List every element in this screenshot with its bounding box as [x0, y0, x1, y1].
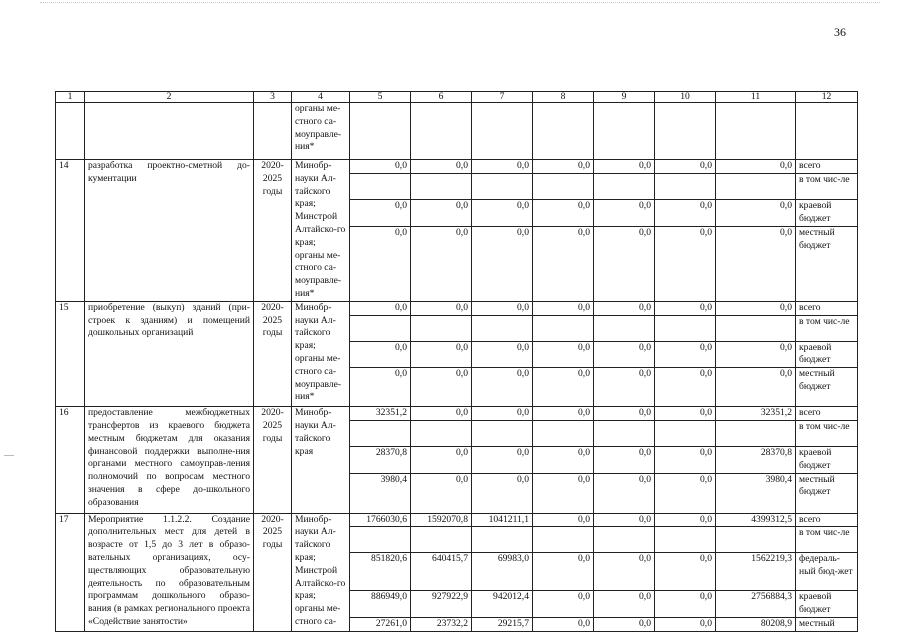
amount-cell	[411, 527, 472, 553]
amount-cell	[533, 527, 594, 553]
amount-cell	[655, 315, 716, 341]
amount-cell	[350, 315, 411, 341]
activity-executor: Минобр-науки Ал-тайского края; Минстрой Алтайско-го края; органы ме-стного са-моуправле-ния*	[292, 160, 350, 302]
amount-cell: 0,0	[472, 341, 533, 368]
amount-cell: 0,0	[411, 227, 472, 302]
amount-cell: 0,0	[716, 200, 796, 227]
amount-cell: 28370,8	[716, 446, 796, 473]
amount-cell: 0,0	[472, 301, 533, 315]
amount-cell: 0,0	[411, 407, 472, 421]
amount-cell: 0,0	[411, 473, 472, 513]
amount-cell: 69983,0	[472, 553, 533, 591]
empty-cell	[411, 103, 472, 160]
amount-cell: 886949,0	[350, 591, 411, 618]
funding-source: в том чис-ле	[796, 527, 858, 553]
amount-cell	[533, 173, 594, 199]
amount-cell: 23732,2	[411, 617, 472, 631]
empty-cell	[655, 103, 716, 160]
amount-cell: 0,0	[533, 301, 594, 315]
amount-cell: 32351,2	[716, 407, 796, 421]
activity-period: 2020-2025 годы	[254, 301, 292, 406]
empty-cell	[472, 103, 533, 160]
continuation-row	[56, 103, 858, 160]
page-number: 36	[834, 25, 846, 39]
funding-source: всего	[796, 407, 858, 421]
amount-cell: 0,0	[472, 160, 533, 174]
activity-row	[56, 301, 858, 315]
amount-cell: 3980,4	[350, 473, 411, 513]
activity-period: 2020-2025 годы	[254, 407, 292, 513]
column-header: 11	[716, 92, 796, 103]
funding-source: в том чис-ле	[796, 173, 858, 199]
amount-cell: 0,0	[472, 446, 533, 473]
amount-cell: 927922,9	[411, 591, 472, 618]
amount-cell	[655, 420, 716, 446]
column-header: 8	[533, 92, 594, 103]
amount-cell	[716, 527, 796, 553]
amount-cell: 29215,7	[472, 617, 533, 631]
funding-source: краевой бюджет	[796, 446, 858, 473]
funding-source: краевой бюджет	[796, 591, 858, 618]
column-header: 12	[796, 92, 858, 103]
amount-cell: 0,0	[655, 617, 716, 631]
amount-cell: 0,0	[533, 160, 594, 174]
amount-cell: 0,0	[533, 227, 594, 302]
empty-cell	[350, 103, 411, 160]
activity-executor: Минобр-науки Ал-тайского края	[292, 407, 350, 513]
activity-row	[56, 513, 858, 527]
activity-name: разработка проектно-сметной до-кументации	[85, 160, 254, 302]
executor-cell: органы ме-стного са-моуправле-ния*	[292, 103, 350, 160]
amount-cell: 1592070,8	[411, 513, 472, 527]
amount-cell: 0,0	[716, 160, 796, 174]
empty-cell	[533, 103, 594, 160]
amount-cell: 0,0	[533, 341, 594, 368]
amount-cell: 0,0	[350, 227, 411, 302]
amount-cell: 1041211,1	[472, 513, 533, 527]
scan-edge-line	[40, 2, 880, 3]
amount-cell	[350, 527, 411, 553]
column-header: 6	[411, 92, 472, 103]
funding-source: всего	[796, 160, 858, 174]
funding-source: всего	[796, 301, 858, 315]
amount-cell	[594, 420, 655, 446]
amount-cell	[594, 315, 655, 341]
amount-cell: 942012,4	[472, 591, 533, 618]
empty-cell	[254, 103, 292, 160]
activity-name: Мероприятие 1.1.2.2. Создание дополнительных мест для детей в возрасте от 1,5 до 3 лет в образо-вательных организациях, осу-ществляющих образовательную деятельность по образовательным программам дошкольного образо-вания (в рамках регионального проекта «Содействие занятости»	[85, 513, 254, 631]
activity-number: 17	[56, 513, 85, 631]
amount-cell: 0,0	[533, 591, 594, 618]
funding-source: местный	[796, 617, 858, 631]
amount-cell	[472, 173, 533, 199]
amount-cell: 0,0	[533, 407, 594, 421]
activity-name: предоставление межбюджетных трансфертов из краевого бюджета местным бюджетам для оказания финансовой поддержки выполне-ния органами местного самоуправ-ления полномочий по вопросам местного значения в сфере до-школьного образования	[85, 407, 254, 513]
amount-cell: 0,0	[594, 617, 655, 631]
activity-executor: Минобр-науки Ал-тайского края; Минстрой Алтайско-го края; органы ме-стного са-	[292, 513, 350, 631]
empty-cell	[85, 103, 254, 160]
amount-cell: 0,0	[411, 446, 472, 473]
column-header: 3	[254, 92, 292, 103]
amount-cell: 1766030,6	[350, 513, 411, 527]
amount-cell: 0,0	[411, 341, 472, 368]
amount-cell	[533, 420, 594, 446]
amount-cell	[533, 315, 594, 341]
amount-cell: 3980,4	[716, 473, 796, 513]
amount-cell: 0,0	[411, 368, 472, 407]
empty-cell	[594, 103, 655, 160]
funding-source: в том чис-ле	[796, 420, 858, 446]
empty-cell	[56, 103, 85, 160]
funding-source: местный бюджет	[796, 473, 858, 513]
funding-source: местный бюджет	[796, 227, 858, 302]
activity-executor: Минобр-науки Ал-тайского края; органы ме-стного са-моуправле-ния*	[292, 301, 350, 406]
column-header: 7	[472, 92, 533, 103]
amount-cell: 0,0	[472, 227, 533, 302]
activity-number: 16	[56, 407, 85, 513]
column-header: 10	[655, 92, 716, 103]
amount-cell: 0,0	[533, 200, 594, 227]
amount-cell: 0,0	[594, 513, 655, 527]
amount-cell: 0,0	[411, 200, 472, 227]
amount-cell: 0,0	[350, 200, 411, 227]
amount-cell: 0,0	[655, 473, 716, 513]
amount-cell: 0,0	[350, 160, 411, 174]
amount-cell	[655, 173, 716, 199]
amount-cell: 0,0	[411, 301, 472, 315]
amount-cell	[350, 173, 411, 199]
amount-cell: 32351,2	[350, 407, 411, 421]
amount-cell	[472, 315, 533, 341]
amount-cell: 0,0	[472, 200, 533, 227]
funding-source: краевой бюджет	[796, 341, 858, 368]
amount-cell: 0,0	[350, 301, 411, 315]
amount-cell: 2756884,3	[716, 591, 796, 618]
amount-cell: 0,0	[594, 200, 655, 227]
activity-period: 2020-2025 годы	[254, 160, 292, 302]
amount-cell: 0,0	[472, 407, 533, 421]
amount-cell	[716, 420, 796, 446]
amount-cell: 0,0	[716, 301, 796, 315]
column-header: 9	[594, 92, 655, 103]
empty-cell	[716, 103, 796, 160]
amount-cell: 0,0	[655, 368, 716, 407]
amount-cell: 0,0	[655, 200, 716, 227]
amount-cell	[411, 420, 472, 446]
amount-cell: 0,0	[350, 341, 411, 368]
column-header: 4	[292, 92, 350, 103]
amount-cell: 80208,9	[716, 617, 796, 631]
amount-cell: 0,0	[716, 368, 796, 407]
amount-cell: 0,0	[533, 473, 594, 513]
amount-cell: 0,0	[533, 617, 594, 631]
amount-cell	[411, 173, 472, 199]
funding-source: всего	[796, 513, 858, 527]
amount-cell: 28370,8	[350, 446, 411, 473]
amount-cell: 0,0	[533, 446, 594, 473]
funding-source: федераль-ный бюд-жет	[796, 553, 858, 591]
amount-cell	[594, 527, 655, 553]
amount-cell: 0,0	[655, 513, 716, 527]
amount-cell	[594, 173, 655, 199]
activity-name: приобретение (выкуп) зданий (при-строек к зданиям) и помещений дошкольных организаций	[85, 301, 254, 406]
program-activities-table	[55, 91, 858, 632]
activity-number: 14	[56, 160, 85, 302]
amount-cell: 0,0	[594, 591, 655, 618]
amount-cell: 0,0	[594, 341, 655, 368]
amount-cell: 0,0	[716, 341, 796, 368]
amount-cell	[716, 315, 796, 341]
column-header-row	[56, 92, 858, 103]
amount-cell: 0,0	[655, 446, 716, 473]
amount-cell	[655, 527, 716, 553]
column-header: 5	[350, 92, 411, 103]
amount-cell: 0,0	[594, 446, 655, 473]
amount-cell: 4399312,5	[716, 513, 796, 527]
table-body	[56, 92, 858, 632]
amount-cell: 0,0	[655, 227, 716, 302]
amount-cell	[472, 527, 533, 553]
amount-cell	[350, 420, 411, 446]
amount-cell: 0,0	[655, 160, 716, 174]
amount-cell: 0,0	[472, 473, 533, 513]
column-header: 1	[56, 92, 85, 103]
amount-cell: 0,0	[533, 553, 594, 591]
amount-cell: 0,0	[655, 301, 716, 315]
activity-row	[56, 160, 858, 174]
amount-cell: 0,0	[472, 368, 533, 407]
column-header: 2	[85, 92, 254, 103]
amount-cell: 0,0	[655, 553, 716, 591]
amount-cell: 0,0	[594, 368, 655, 407]
funding-source: местный бюджет	[796, 368, 858, 407]
amount-cell: 0,0	[594, 553, 655, 591]
funding-source: в том чис-ле	[796, 315, 858, 341]
amount-cell	[472, 420, 533, 446]
amount-cell: 0,0	[594, 473, 655, 513]
amount-cell: 0,0	[350, 368, 411, 407]
amount-cell: 0,0	[411, 160, 472, 174]
amount-cell: 0,0	[716, 227, 796, 302]
amount-cell: 0,0	[594, 160, 655, 174]
amount-cell: 1562219,3	[716, 553, 796, 591]
amount-cell: 0,0	[533, 368, 594, 407]
funding-source: краевой бюджет	[796, 200, 858, 227]
amount-cell: 0,0	[655, 591, 716, 618]
amount-cell: 27261,0	[350, 617, 411, 631]
amount-cell: 0,0	[594, 301, 655, 315]
amount-cell: 851820,6	[350, 553, 411, 591]
amount-cell	[716, 173, 796, 199]
margin-mark	[4, 455, 14, 456]
amount-cell: 0,0	[655, 407, 716, 421]
activity-row	[56, 407, 858, 421]
amount-cell: 0,0	[655, 341, 716, 368]
empty-cell	[796, 103, 858, 160]
activity-period: 2020-2025 годы	[254, 513, 292, 631]
amount-cell: 0,0	[594, 407, 655, 421]
activity-number: 15	[56, 301, 85, 406]
amount-cell: 0,0	[533, 513, 594, 527]
amount-cell: 640415,7	[411, 553, 472, 591]
amount-cell	[411, 315, 472, 341]
amount-cell: 0,0	[594, 227, 655, 302]
